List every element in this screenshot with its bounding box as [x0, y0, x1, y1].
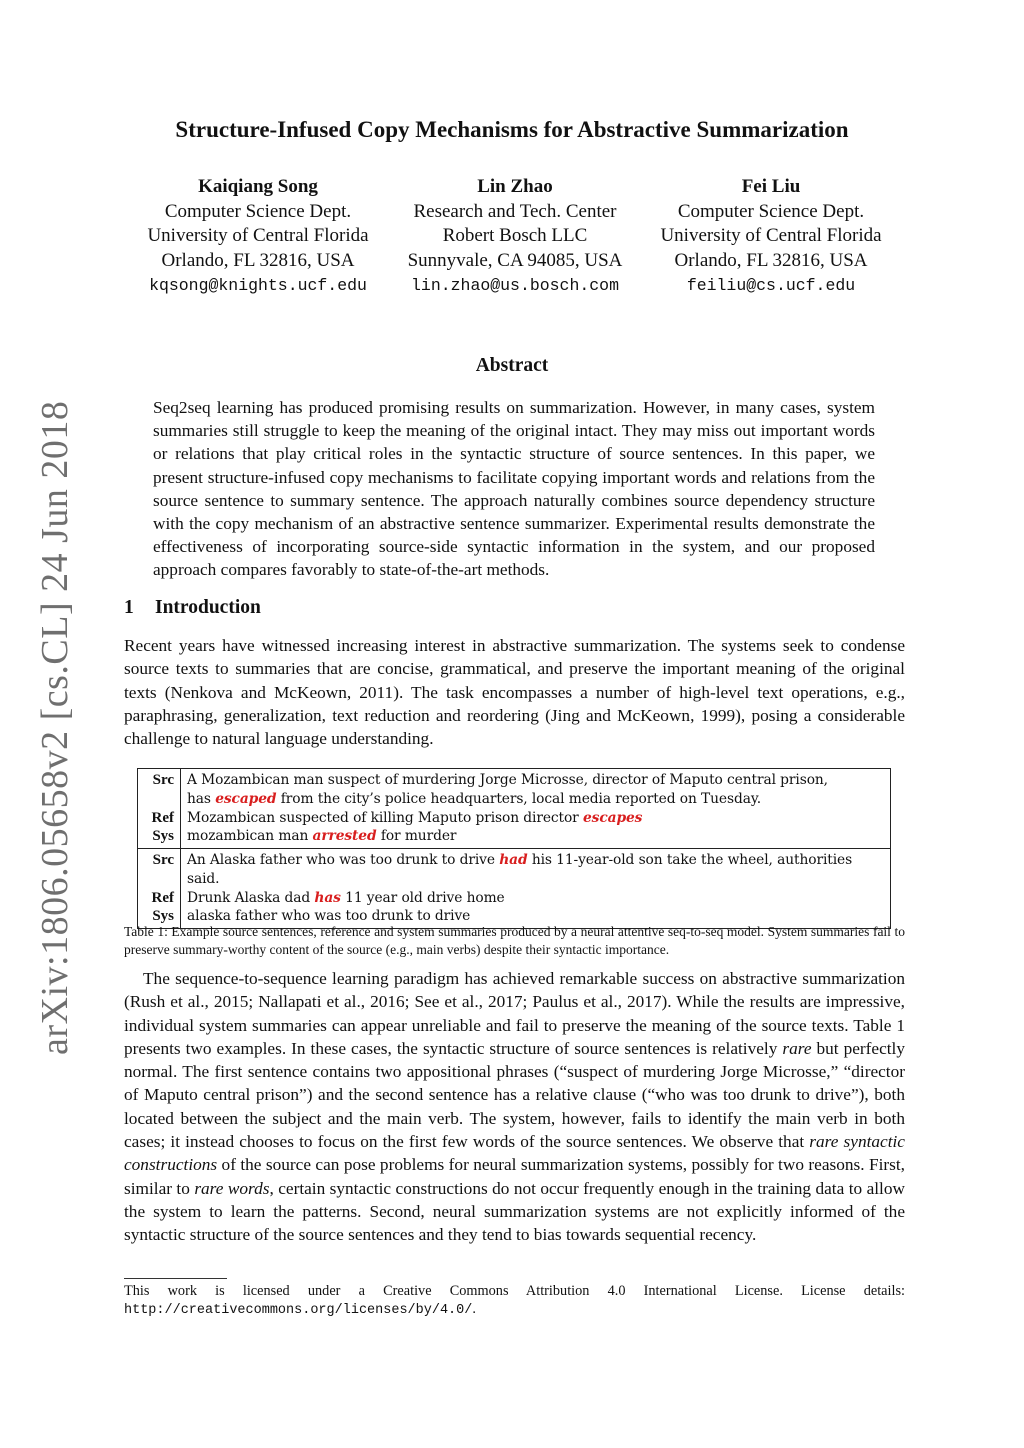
row-label-ref: Ref — [138, 809, 181, 828]
author-block — [640, 175, 902, 299]
table-row — [138, 889, 891, 908]
source-sentence — [181, 849, 891, 889]
author-email: lin.zhao@us.bosch.com — [411, 276, 619, 295]
row-label-src: Src — [138, 849, 181, 889]
table-row — [138, 827, 891, 848]
emphasized-text: rare words — [194, 1178, 270, 1198]
emphasized-text: rare syntactic constructions — [124, 1132, 905, 1175]
author-name: Kaiqiang Song — [198, 176, 318, 197]
system-summary: alaska father who was too drunk to drive — [187, 908, 471, 925]
reference-summary — [181, 889, 891, 908]
author-department: Computer Science Dept. — [677, 200, 865, 222]
reference-text: Mozambican suspected of killing Maputo prison director — [187, 809, 583, 826]
intro-paragraph-2 — [124, 967, 905, 1247]
footnote-text: This work is licensed under a Creative Commons Attribution 4.0 International License. License details: — [124, 1283, 905, 1299]
abstract-heading: Abstract — [475, 355, 549, 376]
paragraph-text: of the source can pose problems for neural summarization systems, possibly for two reasons. First, similar to — [124, 1155, 905, 1198]
source-text: his 11-year-old son take the wheel, authorities said. — [187, 852, 853, 887]
source-text: A Mozambican man suspect of murdering Jorge Microsse, director of Maputo central prison, — [187, 772, 828, 788]
reference-summary — [181, 809, 891, 828]
footnote-text: . — [472, 1301, 476, 1317]
table-row — [138, 849, 891, 889]
row-label-ref: Ref — [138, 889, 181, 908]
license-url-link[interactable]: http://creativecommons.org/licenses/by/4.0/ — [124, 1303, 473, 1318]
section-number: 1 — [124, 597, 134, 618]
author-department: Computer Science Dept. — [164, 200, 352, 222]
source-text: An Alaska father who was too drunk to drive — [187, 852, 500, 868]
paragraph-text: , certain syntactic constructions do not occur frequently enough in the training data to allow the system to learn the patterns. Second, neural summarization systems are not explicitly informed of the syntactic structure of the source sentences and they tend to bias towards sequential recency. — [124, 1178, 905, 1245]
paragraph-text: but perfectly normal. The first sentence contains two appositional phrases (“suspect of murdering Jorge Microsse,” “director of Maputo central prison”) and the second sentence has a relative clause (“who was too drunk to drive”), both located between the subject and the main verb. The system, however, fails to identify the main verb in both cases; it instead chooses to focus on the first few words of the source sentences. We observe that — [124, 1038, 905, 1152]
arxiv-identifier-stamp: arXiv:1806.05658v2 [cs.CL] 24 Jun 2018 — [34, 400, 76, 1055]
author-location: Orlando, FL 32816, USA — [674, 249, 868, 271]
author-location: Orlando, FL 32816, USA — [161, 249, 355, 271]
row-label-sys: Sys — [138, 827, 181, 848]
highlighted-verb: has — [314, 889, 341, 906]
system-text: mozambican man — [187, 828, 313, 845]
section-heading — [124, 597, 261, 619]
source-text: from the city’s police headquarters, local media reported on Tuesday. — [276, 790, 761, 807]
emphasized-text: rare — [782, 1038, 812, 1058]
author-name: Fei Liu — [741, 176, 801, 197]
system-text: for murder — [376, 828, 457, 845]
row-label-src: Src — [138, 769, 181, 809]
system-summary — [181, 827, 891, 848]
paragraph-text: The sequence-to-sequence learning paradigm has achieved remarkable success on abstractive summarization (Rush et al., 2015; Nallapati et al., 2016; See et al., 2017; Paulus et al., 2017). While the results are impressive, individual system summaries can appear unreliable and fail to preserve the meaning of the source texts. Table 1 presents two examples. In these cases, the syntactic structure of source sentences is relatively — [124, 969, 905, 1058]
section-title: Introduction — [155, 597, 261, 618]
reference-text: 11 year old drive home — [340, 889, 505, 906]
paper-title: Structure-Infused Copy Mechanisms for Abstractive Summarization — [175, 117, 849, 142]
author-organization: Robert Bosch LLC — [442, 225, 588, 246]
author-email: kqsong@knights.ucf.edu — [149, 276, 367, 295]
highlighted-verb: arrested — [312, 828, 377, 845]
author-block — [384, 175, 646, 299]
author-block — [127, 175, 389, 299]
author-department: Research and Tech. Center — [413, 200, 617, 222]
highlighted-verb: escapes — [582, 809, 643, 826]
source-text: has — [187, 790, 216, 807]
author-email: feiliu@cs.ucf.edu — [686, 276, 856, 295]
example-table-block-2 — [137, 848, 891, 929]
author-location: Sunnyvale, CA 94085, USA — [407, 249, 623, 271]
example-table-block-1 — [137, 768, 891, 849]
row-label-sys: Sys — [138, 907, 181, 928]
highlighted-verb: had — [499, 852, 528, 868]
intro-paragraph-1: Recent years have witnessed increasing interest in abstractive summarization. The systems seek to condense source texts to summaries that are concise, grammatical, and preserve the important meaning of the original texts (Nenkova and McKeown, 2011). The task encompasses a number of high-level text operations, e.g., paraphrasing, generalization, text reduction and reordering (Jing and McKeown, 1999), posing a considerable challenge to natural language understanding. — [124, 636, 905, 749]
table-row — [138, 769, 891, 809]
author-organization: University of Central Florida — [147, 225, 369, 246]
table-caption: Table 1: Example source sentences, reference and system summaries produced by a neural attentive seq-to-seq model. System summaries fail to preserve summary-worthy content of the source (e.g., main verbs) despite their syntactic importance. — [124, 924, 905, 957]
author-name: Lin Zhao — [477, 176, 553, 197]
abstract-text: Seq2seq learning has produced promising results on summarization. However, in many cases, system summaries still struggle to keep the meaning of the original intact. They may miss out important words or relations that play critical roles in the syntactic structure of source sentences. In this paper, we present structure-infused copy mechanisms to facilitate copying important words and relations from the source sentence to summary sentence. The approach naturally combines source dependency structure with the copy mechanism of an abstractive sentence summarizer. Experimental results demonstrate the effectiveness of incorporating source-side syntactic information in the system, and our proposed approach compares favorably to state-of-the-art methods. — [153, 398, 875, 580]
license-footnote — [124, 1282, 905, 1320]
table-row — [138, 809, 891, 828]
author-organization: University of Central Florida — [660, 225, 882, 246]
highlighted-verb: escaped — [215, 790, 277, 807]
source-sentence — [181, 769, 891, 809]
footnote-rule — [124, 1278, 227, 1279]
reference-text: Drunk Alaska dad — [187, 889, 315, 906]
